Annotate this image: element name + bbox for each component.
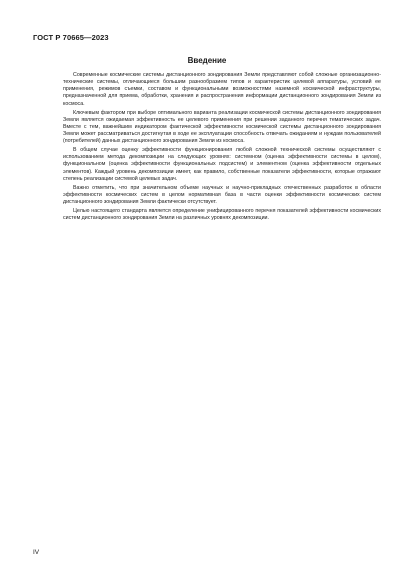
section-title: Введение [187,56,227,65]
paragraph: Важно отметить, что при значительном объеме научных и научно-прикладных отечественных разработок в области эффективности космических систем в целом нормативная база в части оценки эффективности космических систем дистанционного зондирования Земли фактически отсутствует. [63,184,381,206]
paragraph: Ключевым фактором при выборе оптимального варианта реализации космической системы дистанционного зондирования Земли является ожидаемая эффективность ее целевого применения при решении заданного перечня тематических задач. Вместе с тем, важнейшим индикатором фактической эффективности космической системы дистанционного зондирования Земли может рассматриваться достигнутая в ходе ее эксплуатации способность отвечать ожиданиям и нуждам пользователей (потребителей) данных дистанционного зондирования Земли из космоса. [63,109,381,145]
standard-code-header: ГОСТ Р 70665—2023 [33,33,109,42]
paragraph: Современные космические системы дистанционного зондирования Земли представляют собой сложные организационно-технические системы, отличающиеся большим разнообразием типов и характеристик целевой аппаратуры, условий ее применения, режимов съемки, составом и функциональными возможностями наземной космической инфраструктуры, предназначенной для приема, обработки, хранения и распространения информации дистанционного зондирования Земли из космоса. [63,72,381,107]
paragraph: Целью настоящего стандарта является определение унифицированного перечня показателей эффективности космических систем дистанционного зондирования Земли на различных уровнях декомпозиции. [63,208,381,222]
paragraph: В общем случае оценку эффективности функционирования любой сложной технической системы осуществляют с использованием метода декомпозиции на следующих уровнях: системном (оценка эффективности системы в целом), функциональном (оценка эффективности функциональных подсистем) и элементном (оценка эффективности отдельных элементов). Каждый уровень декомпозиции имеет, как правило, собственные показатели эффективности, которые отражают степень реализации системой целевых задач. [63,147,381,182]
document-body [63,72,381,224]
page-number: IV [33,549,40,556]
